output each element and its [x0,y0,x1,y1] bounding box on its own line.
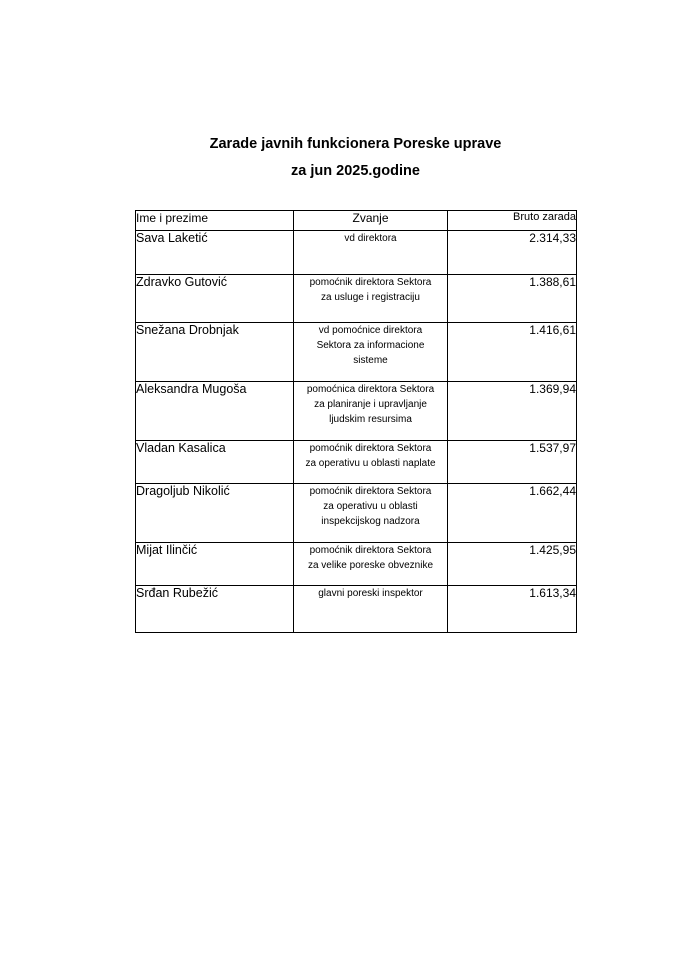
employee-title-line: za planiranje i upravljanje [314,399,427,410]
employee-title-line: Sektora za informacione [316,340,425,351]
gross-salary: 1.662,44 [448,484,577,543]
employee-title-line: pomoćnik direktora Sektora [309,277,432,288]
employee-name: Mijat Ilinčić [136,543,294,586]
employee-title [294,382,448,441]
employee-title-line: vd pomoćnice direktora [318,325,423,336]
salary-table [135,210,577,633]
table-row [136,543,577,586]
table-row [136,323,577,382]
employee-title-line: za velike poreske obveznike [307,560,434,571]
employee-title [294,441,448,484]
employee-title [294,323,448,382]
table-row [136,231,577,275]
document-title [0,131,679,185]
employee-name: Vladan Kasalica [136,441,294,484]
header-title: Zvanje [294,211,448,231]
employee-title [294,586,448,633]
gross-salary: 1.388,61 [448,275,577,323]
employee-title [294,484,448,543]
employee-title-line: za operativu u oblasti [323,501,418,512]
gross-salary: 1.537,97 [448,441,577,484]
table-header-row [136,211,577,231]
header-name: Ime i prezime [136,211,294,231]
employee-title [294,231,448,275]
employee-title-line: ljudskim resursima [329,414,412,425]
gross-salary: 1.369,94 [448,382,577,441]
table-row [136,382,577,441]
header-salary: Bruto zarada [448,211,577,231]
employee-title [294,275,448,323]
employee-title-line: glavni poreski inspektor [318,588,423,599]
title-line-1: Zarade javnih funkcionera Poreske uprave [209,136,502,152]
table-body [136,231,577,633]
gross-salary: 1.416,61 [448,323,577,382]
title-line-2: za jun 2025.godine [291,163,420,179]
employee-title-line: pomoćnik direktora Sektora [309,545,432,556]
table-row [136,484,577,543]
gross-salary: 2.314,33 [448,231,577,275]
employee-title-line: vd direktora [344,233,397,244]
employee-title [294,543,448,586]
gross-salary: 1.425,95 [448,543,577,586]
table-row [136,441,577,484]
gross-salary: 1.613,34 [448,586,577,633]
employee-title-line: pomoćnica direktora Sektora [306,384,435,395]
employee-name: Aleksandra Mugoša [136,382,294,441]
table-row [136,586,577,633]
employee-name: Snežana Drobnjak [136,323,294,382]
employee-title-line: pomoćnik direktora Sektora [309,486,432,497]
employee-name: Sava Laketić [136,231,294,275]
employee-name: Zdravko Gutović [136,275,294,323]
employee-title-line: za usluge i registraciju [321,292,420,303]
employee-title-line: sisteme [353,355,388,366]
employee-title-line: inspekcijskog nadzora [321,516,420,527]
employee-name: Srđan Rubežić [136,586,294,633]
table-row [136,275,577,323]
employee-title-line: pomoćnik direktora Sektora [309,443,432,454]
employee-name: Dragoljub Nikolić [136,484,294,543]
employee-title-line: za operativu u oblasti naplate [305,458,436,469]
